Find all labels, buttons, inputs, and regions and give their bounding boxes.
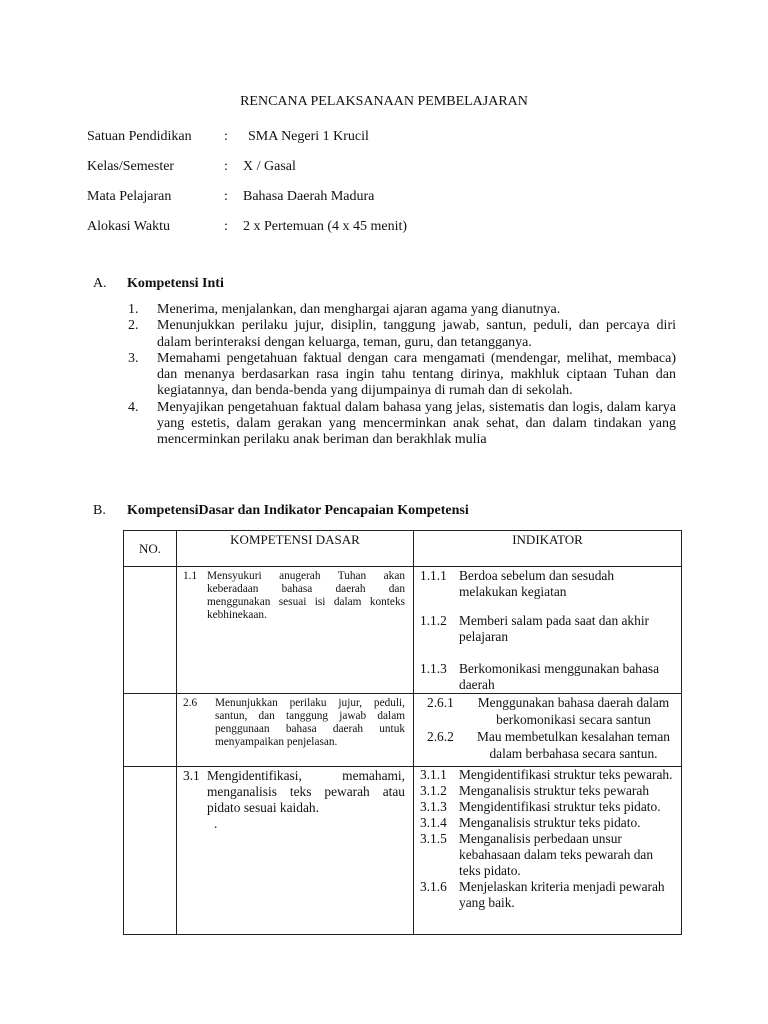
indicator-item [414, 815, 681, 831]
item-text: Menerima, menjalankan, dan menghargai ajaran agama yang dianutnya. [157, 302, 561, 317]
indicator-item [414, 613, 681, 645]
table-row [124, 767, 682, 935]
cell-indikator [414, 694, 682, 767]
header-kd: KOMPETENSI DASAR [177, 531, 414, 567]
item-number: 1. [128, 302, 139, 317]
kd-text: Mensyukuri anugerah Tuhan akan keberadaan bahasa daerah dan menggunakan sesuai isi dalam konteks kebhinekaan. [207, 570, 405, 621]
indicator-number: 3.1.1 [420, 767, 447, 782]
item-number: 2. [128, 318, 139, 334]
list-item [128, 302, 676, 318]
indicator-item [414, 783, 681, 799]
info-sep: : [224, 159, 228, 174]
item-number: 4. [128, 399, 139, 415]
section-b-title: KompetensiDasar dan Indikator Pencapaian Kompetensi [127, 503, 469, 518]
info-value: X / Gasal [243, 159, 296, 174]
indicator-item [414, 799, 681, 815]
header-indikator: INDIKATOR [414, 531, 682, 567]
kd-text: Mengidentifikasi, memahami, menganalisis teks pewarah atau pidato sesuai kaidah. [207, 768, 405, 815]
indicator-number: 3.1.4 [420, 815, 447, 830]
item-text: Menunjukkan perilaku jujur, disiplin, tanggung jawab, santun, peduli, dan percaya diri dalam berinteraksi dengan keluarga, teman, guru, dan tetangganya. [157, 318, 676, 350]
info-label: Mata Pelajaran [87, 189, 172, 204]
indicator-item [414, 661, 681, 693]
indicator-item [414, 694, 681, 728]
indicator-number: 3.1.6 [420, 879, 447, 894]
indicator-text: Mau membetulkan kesalahan teman dalam berbahasa secara santun. [477, 729, 670, 761]
document-title: RENCANA PELAKSANAAN PEMBELAJARAN [240, 94, 528, 109]
kd-extra: . [214, 816, 218, 831]
section-a-title: Kompetensi Inti [127, 276, 224, 291]
indicator-number: 1.1.1 [420, 568, 447, 583]
cell-indikator [414, 567, 682, 694]
info-label: Alokasi Waktu [87, 219, 170, 234]
indicator-text: Memberi salam pada saat dan akhir pelajaran [459, 613, 649, 644]
cell-kd [177, 767, 414, 935]
indicator-text: Mengidentifikasi struktur teks pewarah. [459, 767, 673, 782]
cell-no [124, 767, 177, 935]
info-sep: : [224, 129, 228, 144]
kompetensi-table [123, 530, 682, 935]
indicator-item [414, 831, 681, 879]
info-label: Satuan Pendidikan [87, 129, 192, 144]
indicator-number: 1.1.3 [420, 661, 447, 676]
section-b-letter: B. [93, 503, 106, 518]
indicator-number: 1.1.2 [420, 613, 447, 628]
header-no: NO. [124, 531, 177, 567]
indicator-text: Menganalisis struktur teks pidato. [459, 815, 641, 830]
section-a-letter: A. [93, 276, 107, 291]
kd-number: 1.1 [183, 570, 198, 582]
kd-text: Menunjukkan perilaku jujur, peduli, santun, dan tanggung jawab dalam penggunaan bahasa daerah untuk menyampaikan penjelasan. [215, 697, 405, 748]
item-number: 3. [128, 350, 139, 366]
table-row [124, 694, 682, 767]
indicator-text: Menjelaskan kriteria menjadi pewarah yang baik. [459, 879, 665, 910]
info-label: Kelas/Semester [87, 159, 175, 174]
info-value: SMA Negeri 1 Krucil [248, 129, 369, 144]
indicator-text: Menganalisis struktur teks pewarah [459, 783, 650, 798]
kd-number: 3.1 [183, 768, 200, 783]
cell-no [124, 694, 177, 767]
indicator-text: Menganalisis perbedaan unsur kebahasaan dalam teks pewarah dan teks pidato. [459, 831, 654, 878]
table-row [124, 567, 682, 694]
table-header-row [124, 531, 682, 567]
indicator-item [414, 879, 681, 911]
item-text: Memahami pengetahuan faktual dengan cara mengamati (mendengar, melihat, membaca) dan menanya berdasarkan rasa ingin tahu tentang dirinya, makhluk ciptaan Tuhan dan kegiatannya, dan benda-benda yang dijumpainya di rumah dan di sekolah. [157, 350, 676, 399]
indicator-number: 3.1.2 [420, 783, 447, 798]
indicator-text: Mengidentifikasi struktur teks pidato. [459, 799, 661, 814]
indicator-number: 3.1.3 [420, 799, 447, 814]
list-item [128, 318, 676, 351]
info-value: Bahasa Daerah Madura [243, 189, 375, 204]
cell-indikator [414, 767, 682, 935]
indicator-text: Menggunakan bahasa daerah dalam berkomonikasi secara santun [477, 695, 670, 727]
info-value: 2 x Pertemuan (4 x 45 menit) [243, 219, 408, 234]
kompetensi-inti-list [128, 302, 676, 449]
list-item [128, 351, 676, 400]
cell-kd [177, 567, 414, 694]
indicator-number: 2.6.1 [427, 695, 454, 710]
indicator-item [414, 568, 681, 600]
kd-number: 2.6 [183, 697, 198, 709]
indicator-item [414, 728, 681, 762]
info-sep: : [224, 189, 228, 204]
info-sep: : [224, 219, 228, 234]
cell-kd [177, 694, 414, 767]
cell-no [124, 567, 177, 694]
indicator-text: Berkomonikasi menggunakan bahasa daerah [459, 661, 660, 692]
item-text: Menyajikan pengetahuan faktual dalam bahasa yang jelas, sistematis dan logis, dalam karya yang estetis, dalam gerakan yang mencerminkan anak sehat, dan dalam tindakan yang mencerminkan perilaku anak beriman dan berakhlak mulia [157, 399, 676, 448]
indicator-text: Berdoa sebelum dan sesudah melakukan kegiatan [459, 568, 615, 599]
indicator-number: 2.6.2 [427, 729, 454, 744]
indicator-item [414, 767, 681, 783]
indicator-number: 3.1.5 [420, 831, 447, 846]
list-item [128, 400, 676, 449]
